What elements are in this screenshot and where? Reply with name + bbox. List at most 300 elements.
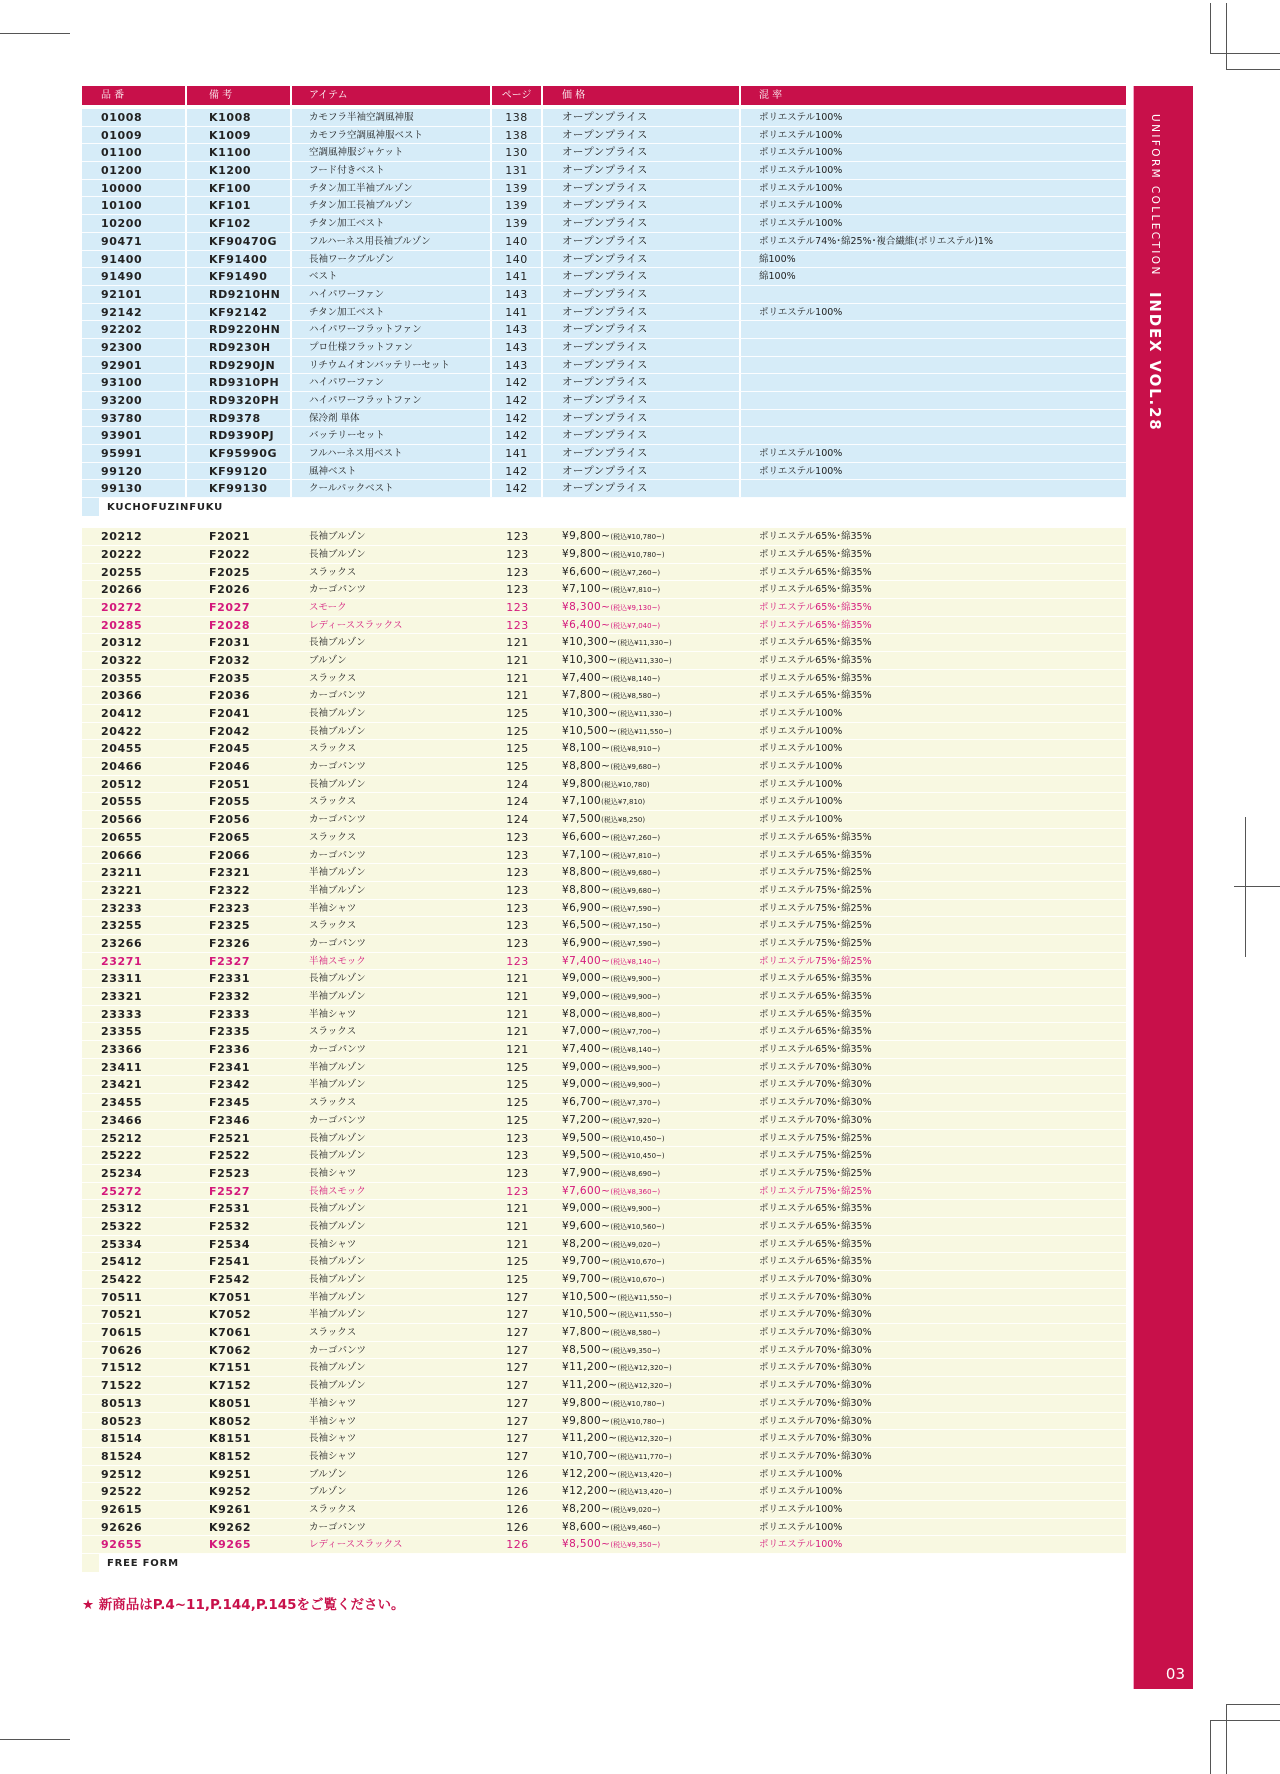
page-ref: 124 [506, 813, 529, 827]
page-ref: 142 [492, 480, 543, 497]
price-base: ¥6,500~ [562, 919, 611, 932]
page-ref: 141 [492, 268, 543, 285]
sidebar-title [1146, 114, 1165, 431]
table-row [82, 652, 1126, 670]
item-name: カーゴパンツ [309, 1114, 367, 1126]
price [543, 528, 741, 545]
page-ref: 125 [506, 707, 529, 720]
price-tax-included: (税込¥12,320~) [617, 1435, 672, 1444]
price-base: ¥9,000~ [562, 990, 611, 1002]
brand-swatch [82, 498, 99, 516]
price-base: ¥9,500~ [562, 1149, 611, 1162]
note-code: K8052 [209, 1414, 252, 1428]
price [543, 127, 741, 144]
note-code: K7061 [209, 1326, 252, 1340]
price-base: ¥7,100~ [562, 848, 611, 861]
price-tax-included: (税込¥12,320~) [617, 1364, 672, 1373]
price-base: ¥9,700~ [562, 1255, 611, 1268]
price [543, 1094, 741, 1111]
crop-mark [1226, 1704, 1227, 1774]
price [543, 1147, 741, 1164]
note-code: F2022 [209, 547, 251, 561]
table-row [82, 463, 1126, 481]
price-base: ¥7,200~ [562, 1113, 611, 1126]
note-code: F2342 [209, 1078, 251, 1092]
item-number: 81514 [101, 1432, 143, 1446]
table-row [82, 251, 1126, 269]
price-base: ¥7,800~ [562, 689, 611, 702]
item-number: 93200 [82, 392, 187, 409]
price-base: ¥8,000~ [562, 1007, 611, 1020]
price [543, 935, 741, 952]
item-number: 70521 [101, 1308, 143, 1322]
page-ref: 127 [506, 1432, 529, 1446]
brand-label-kuchofuzinfuku [82, 498, 1126, 516]
note-code: F2322 [209, 883, 251, 897]
item-name: 半袖ブルゾン [309, 1309, 366, 1321]
price [543, 1536, 741, 1553]
page-ref: 143 [492, 339, 543, 356]
note-code: RD9390PJ [187, 427, 292, 444]
page-ref: 127 [506, 1290, 529, 1304]
item-name: 半袖ブルゾン [309, 1079, 366, 1091]
price-base: オープンプライス [562, 358, 648, 371]
page-ref: 127 [506, 1379, 529, 1393]
table-row [82, 1112, 1126, 1130]
note-code: F2531 [209, 1202, 251, 1216]
page-ref: 143 [492, 286, 543, 303]
table-header [82, 86, 1126, 105]
price-tax-included: (税込¥9,900~) [610, 1081, 661, 1090]
table-row [82, 970, 1126, 988]
price-tax-included: (税込¥8,690~) [610, 1169, 661, 1178]
table-row [82, 811, 1126, 829]
price-base: ¥8,800~ [562, 883, 611, 896]
item-number: 25234 [101, 1166, 143, 1180]
item-name: カーゴパンツ [309, 1044, 367, 1056]
price [543, 847, 741, 864]
price [543, 410, 741, 427]
page-ref: 123 [506, 883, 529, 897]
material: ポリエステル75%･綿25% [759, 1167, 872, 1179]
item-name: フルハーネス用長袖ブルゾン [292, 233, 492, 250]
material: ポリエステル100% [759, 778, 843, 790]
price-base: オープンプライス [562, 270, 648, 283]
table-row [82, 528, 1126, 546]
price-base: オープンプライス [562, 146, 648, 159]
item-name: 長袖ブルゾン [309, 1220, 366, 1232]
item-number: 20512 [101, 777, 143, 791]
item-name: クールパックベスト [292, 480, 492, 497]
item-number: 92202 [82, 321, 187, 338]
price-base: ¥6,900~ [562, 936, 611, 949]
price-tax-included: (税込¥11,550~) [617, 1311, 672, 1320]
price [543, 1448, 741, 1465]
price-base: ¥8,500~ [562, 1538, 611, 1551]
item-number: 20312 [101, 636, 143, 650]
price-tax-included: (税込¥11,550~) [617, 1293, 672, 1302]
item-number: 23355 [101, 1025, 143, 1039]
price-tax-included: (税込¥11,330~) [617, 639, 672, 648]
section-free-form [82, 528, 1126, 1554]
item-name: スモーク [309, 601, 347, 613]
item-name: 半袖ブルゾン [309, 884, 366, 896]
table-row [82, 1448, 1126, 1466]
price [543, 882, 741, 899]
price [543, 286, 741, 303]
page-ref: 123 [506, 936, 529, 950]
table-row [82, 917, 1126, 935]
material: ポリエステル75%･綿25% [759, 1132, 872, 1144]
note-code: K9251 [209, 1467, 252, 1481]
price [543, 445, 741, 462]
price [543, 1200, 741, 1217]
note-code: F2321 [209, 866, 251, 880]
note-code: K7062 [209, 1343, 252, 1357]
note-code: K8152 [209, 1449, 252, 1463]
price-base: ¥9,700~ [562, 1273, 611, 1285]
item-number: 10200 [82, 215, 187, 232]
item-name: スラックス [309, 743, 357, 755]
price [543, 1342, 741, 1359]
page-ref: 125 [506, 724, 529, 738]
table-row [82, 723, 1126, 741]
item-name: 半袖ブルゾン [309, 1061, 366, 1073]
item-number: 81524 [101, 1449, 143, 1463]
item-name: 半袖シャツ [309, 1415, 357, 1427]
page-ref: 142 [492, 463, 543, 480]
material: ポリエステル65%･綿35% [759, 531, 872, 543]
price-base: オープンプライス [562, 164, 648, 177]
material: ポリエステル100% [759, 708, 843, 719]
table-row [82, 687, 1126, 705]
price-base: ¥7,800~ [562, 1326, 611, 1339]
page-ref: 123 [506, 618, 529, 632]
page-ref: 138 [492, 109, 543, 126]
page-ref: 127 [506, 1414, 529, 1428]
page-ref: 121 [506, 1007, 529, 1021]
item-number: 20366 [101, 689, 143, 703]
price [543, 374, 741, 391]
price-base: ¥8,200~ [562, 1502, 611, 1515]
item-name: 半袖シャツ [309, 1008, 357, 1020]
price-tax-included: (税込¥9,350~) [610, 1541, 661, 1550]
material: ポリエステル100% [759, 796, 843, 808]
table-row [82, 1253, 1126, 1271]
table-row [82, 180, 1126, 198]
item-name: ハイパワーフラットファン [292, 392, 492, 409]
material: ポリエステル65%･綿35% [759, 991, 872, 1002]
price [543, 652, 741, 669]
page-ref: 126 [506, 1485, 529, 1499]
crop-mark [1210, 1720, 1280, 1721]
price [543, 1165, 741, 1182]
item-name: 長袖シャツ [309, 1238, 357, 1250]
material: ポリエステル65%･綿35% [759, 849, 872, 861]
price-base: オープンプライス [562, 447, 648, 460]
price-tax-included: (税込¥12,320~) [617, 1382, 672, 1391]
price [543, 1413, 741, 1430]
header-page: ページ [492, 86, 543, 105]
item-number: 80523 [101, 1414, 143, 1428]
crop-mark [1210, 1720, 1211, 1774]
item-name: スラックス [309, 831, 357, 843]
material: ポリエステル70%･綿30% [759, 1274, 872, 1285]
table-row [82, 1041, 1126, 1059]
price-base: ¥9,800 [562, 777, 602, 790]
price-base: ¥7,000~ [562, 1025, 611, 1038]
price-base: ¥8,300~ [562, 600, 611, 613]
index-volume: INDEX VOL.28 [1146, 291, 1164, 432]
price [543, 1271, 741, 1288]
page-ref: 142 [492, 410, 543, 427]
material: ポリエステル100% [759, 1521, 843, 1533]
price-base: ¥10,700~ [562, 1449, 618, 1462]
price-tax-included: (税込¥9,680~) [610, 869, 661, 878]
item-name: 風神ベスト [292, 463, 492, 480]
price-tax-included: (税込¥10,780~) [610, 533, 665, 542]
note-code: K8051 [209, 1396, 252, 1410]
item-number: 91490 [82, 268, 187, 285]
item-name: スラックス [309, 796, 357, 808]
price-base: オープンプライス [562, 252, 648, 265]
material [741, 339, 1126, 356]
page-ref: 121 [506, 1025, 529, 1039]
material: ポリエステル75%･綿25% [759, 955, 872, 967]
item-name: 長袖ブルゾン [309, 1203, 366, 1215]
item-number: 92615 [101, 1502, 143, 1516]
table-row [82, 1076, 1126, 1094]
price [543, 811, 741, 828]
item-number: 23321 [101, 990, 143, 1003]
price-tax-included: (税込¥9,130~) [610, 603, 661, 612]
table-row [82, 1342, 1126, 1360]
page-ref: 142 [492, 427, 543, 444]
brand-name: KUCHOFUZINFUKU [107, 501, 224, 513]
price-tax-included: (税込¥11,770~) [617, 1452, 672, 1461]
price-tax-included: (税込¥11,330~) [617, 656, 672, 665]
table-row [82, 564, 1126, 582]
price-base: ¥7,600~ [562, 1184, 611, 1197]
material [741, 357, 1126, 374]
page-ref: 127 [506, 1361, 529, 1375]
item-name: カーゴパンツ [309, 814, 367, 826]
price-base: オープンプライス [562, 181, 648, 194]
price-tax-included: (税込¥9,900~) [610, 1063, 661, 1072]
table-row [82, 1536, 1126, 1554]
page-ref: 123 [506, 1184, 529, 1198]
material: ポリエステル70%･綿30% [759, 1114, 872, 1126]
price [543, 829, 741, 846]
price [543, 1023, 741, 1040]
item-number: 23421 [101, 1078, 143, 1092]
material: ポリエステル100% [759, 182, 843, 194]
item-number: 93100 [82, 374, 187, 391]
price-tax-included: (税込¥10,560~) [610, 1222, 665, 1231]
material: ポリエステル70%･綿30% [759, 1433, 872, 1445]
price [543, 1183, 741, 1200]
item-name: フルハーネス用ベスト [292, 445, 492, 462]
note-code: F2325 [209, 919, 251, 933]
item-name: 長袖ブルゾン [309, 1380, 366, 1392]
material: ポリエステル65%･綿35% [759, 973, 872, 985]
table-row [82, 427, 1126, 445]
note-code: RD9290JN [187, 357, 292, 374]
page-ref: 123 [506, 583, 529, 597]
page-ref: 143 [492, 321, 543, 338]
price [543, 162, 741, 179]
note-code: K1200 [187, 162, 292, 179]
note-code: F2021 [209, 530, 251, 544]
header-price: 価 格 [543, 86, 741, 105]
note-code: KF91490 [187, 268, 292, 285]
price [543, 1076, 741, 1093]
item-name: チタン加工ベスト [292, 304, 492, 321]
table-row [82, 1023, 1126, 1041]
price-tax-included: (税込¥9,020~) [610, 1240, 661, 1249]
table-row [82, 1324, 1126, 1342]
material: ポリエステル70%･綿30% [759, 1061, 872, 1073]
table-row [82, 1466, 1126, 1484]
item-number: 01008 [82, 109, 187, 126]
item-number: 92901 [82, 357, 187, 374]
note-code: F2025 [209, 565, 251, 579]
note-code: F2542 [209, 1273, 251, 1286]
item-number: 23221 [101, 883, 143, 897]
brand-label-free-form [82, 1554, 1126, 1572]
price-base: オープンプライス [562, 199, 648, 212]
page-ref: 139 [492, 180, 543, 197]
item-name: ハイパワーファン [292, 286, 492, 303]
price [543, 988, 741, 1005]
sidebar-index-tab [1133, 86, 1193, 1689]
note-code: F2332 [209, 990, 251, 1003]
price-base: ¥8,200~ [562, 1237, 611, 1250]
material: ポリエステル100% [759, 129, 843, 141]
note-code: F2523 [209, 1166, 251, 1180]
material: ポリエステル70%･綿30% [759, 1097, 872, 1109]
price-base: ¥7,100~ [562, 583, 611, 596]
price [543, 357, 741, 374]
material: ポリエステル100% [759, 1539, 843, 1551]
table-row [82, 988, 1126, 1006]
item-name: 半袖スモック [309, 955, 366, 967]
price [543, 427, 741, 444]
page-ref: 141 [492, 445, 543, 462]
table-row [82, 829, 1126, 847]
price-tax-included: (税込¥9,900~) [610, 993, 661, 1001]
item-name: 長袖ブルゾン [309, 1132, 366, 1144]
table-row [82, 392, 1126, 410]
price-tax-included: (税込¥7,590~) [610, 904, 661, 913]
crop-mark [1226, 69, 1280, 70]
material: ポリエステル70%･綿30% [759, 1380, 872, 1392]
material: ポリエステル70%･綿30% [759, 1362, 872, 1374]
material: ポリエステル100% [759, 814, 843, 826]
price-tax-included: (税込¥7,260~) [610, 568, 661, 577]
crop-mark [1226, 3, 1227, 69]
price-tax-included: (税込¥10,450~) [610, 1152, 665, 1161]
page-ref: 124 [506, 777, 529, 791]
page-ref: 123 [506, 530, 529, 544]
table-row [82, 197, 1126, 215]
item-name: カーゴパンツ [309, 1521, 367, 1533]
material: ポリエステル75%･綿25% [759, 920, 872, 932]
page-ref: 126 [506, 1502, 529, 1516]
table-row [82, 581, 1126, 599]
item-name: 半袖ブルゾン [309, 1291, 366, 1303]
price-tax-included: (税込¥7,590~) [610, 939, 661, 948]
table-row [82, 634, 1126, 652]
note-code: F2055 [209, 795, 251, 809]
note-code: F2035 [209, 671, 251, 685]
note-code: K7052 [209, 1308, 252, 1322]
price-base: ¥7,100 [562, 795, 602, 808]
note-code: F2323 [209, 901, 251, 915]
table-row [82, 793, 1126, 811]
price [543, 1430, 741, 1447]
item-number: 70511 [101, 1290, 143, 1304]
price-tax-included: (税込¥7,700~) [610, 1028, 661, 1037]
note-code: F2066 [209, 848, 251, 862]
material: ポリエステル100% [759, 743, 843, 755]
item-name: チタン加工長袖ブルゾン [292, 197, 492, 214]
item-number: 23211 [101, 866, 143, 880]
material: ポリエステル100% [759, 112, 843, 123]
price [543, 1218, 741, 1235]
item-number: 23311 [101, 972, 143, 986]
item-number: 95991 [82, 445, 187, 462]
item-number: 99120 [82, 463, 187, 480]
table-row [82, 670, 1126, 688]
page-ref: 127 [506, 1449, 529, 1463]
item-name: スラックス [309, 1327, 357, 1339]
note-code: F2335 [209, 1025, 251, 1039]
note-code: F2041 [209, 707, 251, 720]
item-number: 25422 [101, 1273, 143, 1286]
price-base: オープンプライス [562, 323, 648, 336]
page-ref: 131 [492, 162, 543, 179]
table-row [82, 847, 1126, 865]
table-row [82, 357, 1126, 375]
page-ref: 125 [506, 1096, 529, 1110]
price-base: ¥6,600~ [562, 565, 611, 578]
note-code: F2522 [209, 1149, 251, 1163]
material: 綿100% [759, 253, 796, 265]
item-number: 20666 [101, 848, 143, 862]
price [543, 304, 741, 321]
price-base: オープンプライス [562, 305, 648, 318]
price-base: ¥9,800~ [562, 1414, 611, 1427]
price [543, 1130, 741, 1147]
registration-mark [1245, 817, 1246, 957]
item-number: 80513 [101, 1396, 143, 1410]
item-name: ハイパワーフラットファン [292, 321, 492, 338]
item-name: 長袖ブルゾン [309, 778, 366, 790]
table-row [82, 546, 1126, 564]
price [543, 1324, 741, 1341]
material: ポリエステル65%･綿35% [759, 831, 872, 843]
item-number: 23255 [101, 919, 143, 933]
price-tax-included: (税込¥8,580~) [610, 692, 661, 701]
page-ref: 139 [492, 197, 543, 214]
page-number: 03 [1165, 1665, 1185, 1683]
price-base: オープンプライス [562, 340, 648, 353]
price [543, 705, 741, 722]
material: ポリエステル100% [759, 1486, 843, 1498]
item-name: ハイパワーファン [292, 374, 492, 391]
price-tax-included: (税込¥7,810) [601, 798, 646, 807]
